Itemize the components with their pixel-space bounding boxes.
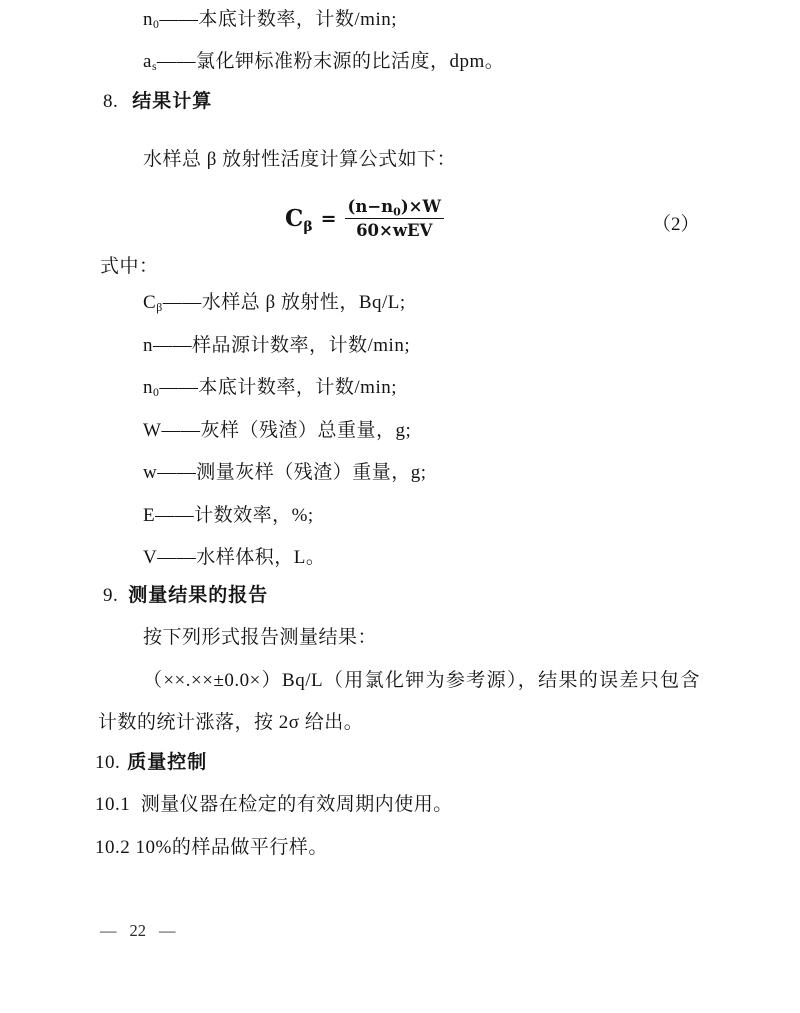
fraction (345, 197, 444, 240)
numerator-text: )×W (400, 197, 441, 216)
numerator-text: (n−n (347, 197, 394, 216)
section-10-heading (95, 751, 207, 775)
definition-line-E (143, 504, 314, 528)
definition-text: ——本底计数率，计数/min; (159, 377, 398, 398)
report-body-line-1: （××.××±0.0×）Bq/L（用氯化钾为参考源），结果的误差只包含 (143, 670, 700, 691)
definition-subscript: β (156, 300, 163, 314)
definition-symbol: n (143, 335, 153, 356)
definition-line-n (143, 334, 410, 358)
heading-number: 8. (103, 91, 119, 112)
definition-text: ——测量灰样（残渣）重量，g; (157, 462, 427, 483)
fraction-denominator: 60×wEV (356, 221, 433, 240)
definition-line-as (143, 50, 504, 74)
footer-dash-left: — (100, 921, 117, 940)
definition-subscript: s (151, 59, 158, 73)
clause-10-2: 10.2 10%的样品做平行样。 (95, 837, 328, 858)
definition-text: ——水样总 β 放射性，Bq/L; (162, 292, 406, 313)
definition-text: ——灰样（残渣）总重量，g; (161, 420, 412, 441)
formula-lhs-subscript: β (303, 218, 313, 235)
heading-title: 测量结果的报告 (128, 585, 269, 606)
equation-number: （2） (652, 214, 700, 235)
definition-symbol: V (143, 547, 158, 568)
definition-subscript: 0 (153, 385, 160, 399)
heading-number: 9. (103, 585, 119, 606)
formula-lhs (285, 205, 313, 235)
footer-page-number: 22 (129, 921, 146, 940)
definition-line-n0 (143, 376, 397, 400)
definition-symbol: E (143, 505, 156, 526)
report-body-line-2: 计数的统计涨落，按 2σ 给出。 (98, 712, 364, 733)
section-8-heading (103, 90, 212, 114)
section-9-heading (103, 584, 268, 608)
where-label: 式中： (100, 256, 159, 277)
heading-title: 质量控制 (127, 752, 208, 773)
definition-text: ——本底计数率，计数/min; (159, 9, 398, 30)
definition-line-V (143, 546, 325, 570)
definition-subscript: 0 (153, 17, 160, 31)
definition-line-n0-top (143, 8, 397, 32)
formula-equals-sign: = (320, 207, 337, 230)
definition-symbol: w (143, 462, 158, 483)
definition-symbol: n (143, 377, 153, 398)
definition-text: ——氯化钾标准粉末源的比活度，dpm。 (157, 51, 505, 72)
formula-2 (285, 197, 444, 240)
definition-text: ——计数效率，%; (155, 505, 314, 526)
numerator-subscript: 0 (393, 205, 401, 219)
footer-dash-right: — (159, 921, 176, 940)
formula-intro-paragraph: 水样总 β 放射性活度计算公式如下： (143, 149, 457, 170)
definition-symbol: a (143, 51, 152, 72)
definition-line-cbeta (143, 291, 406, 315)
page-footer (100, 921, 176, 941)
fraction-numerator (345, 197, 444, 219)
definition-line-W (143, 419, 411, 443)
definition-symbol: W (143, 420, 162, 441)
definition-line-w (143, 461, 427, 485)
definition-text: ——水样体积，L。 (157, 547, 326, 568)
clause-10-1: 10.1 测量仪器在检定的有效周期内使用。 (95, 794, 453, 815)
definition-symbol: C (143, 292, 157, 313)
heading-title: 结果计算 (132, 91, 213, 112)
definition-symbol: n (143, 9, 153, 30)
heading-number: 10. (95, 752, 121, 773)
formula-lhs-base: C (285, 205, 304, 232)
report-intro-paragraph: 按下列形式报告测量结果： (143, 627, 378, 648)
definition-text: ——样品源计数率，计数/min; (153, 335, 411, 356)
